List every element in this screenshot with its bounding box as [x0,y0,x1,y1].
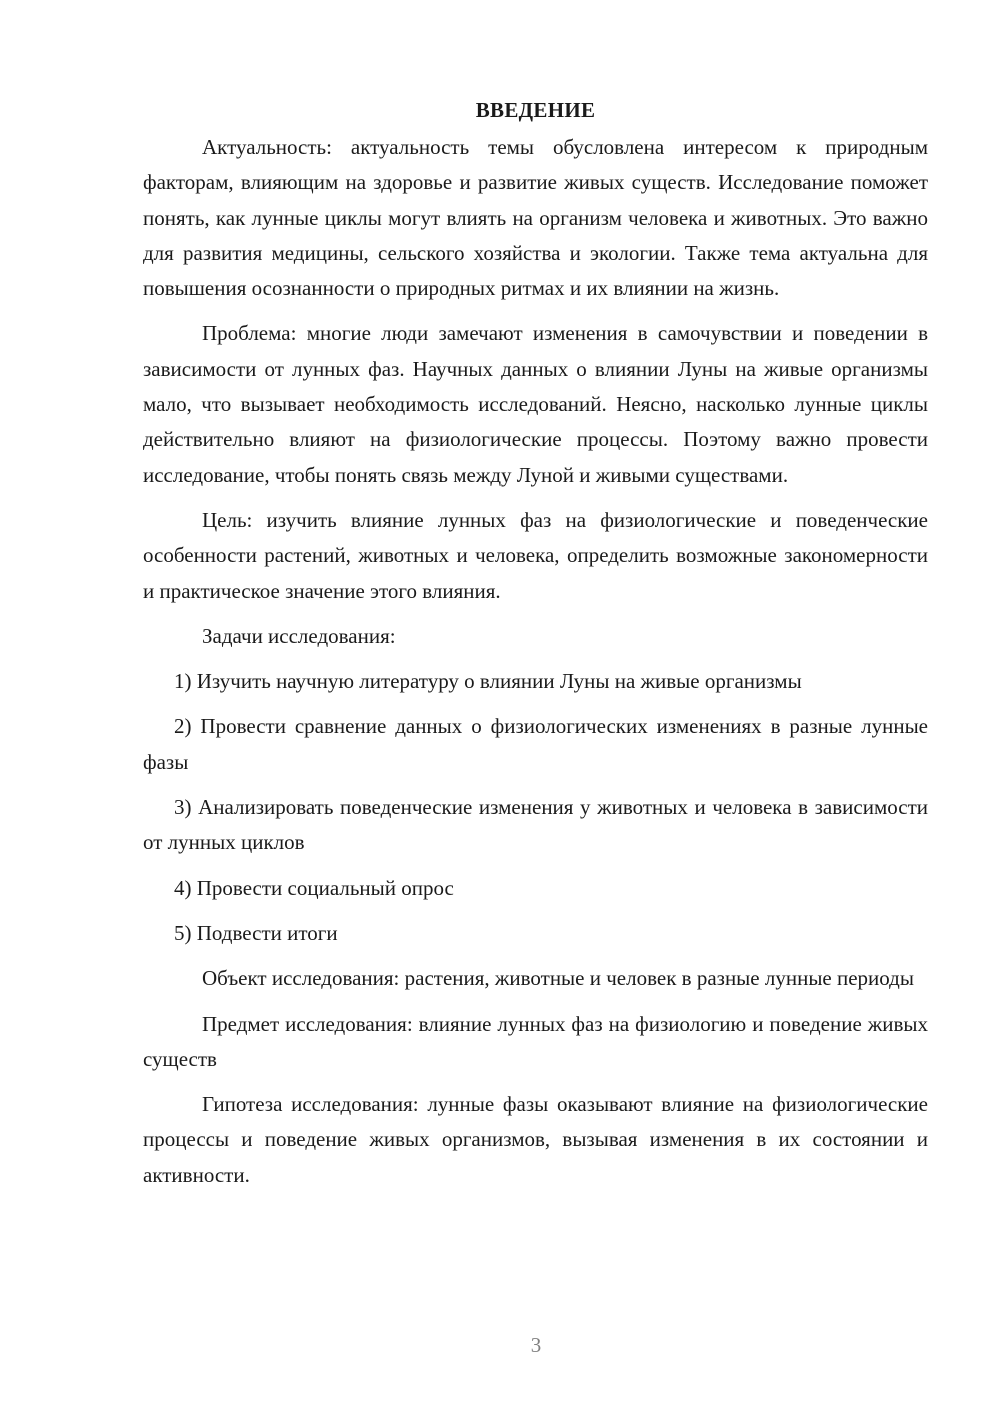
relevance-paragraph: Актуальность: актуальность темы обусловлена интересом к природным факторам, влияющим на здоровье и развитие живых существ. Исследование поможет понять, как лунные циклы могут влиять на организм человека и животных. Это важно для развития медицины, сельского хозяйства и экологии. Также тема актуальна для повышения осознанности о природных ритмах и их влиянии на жизнь. [143,135,928,301]
task-item-2: 2) Провести сравнение данных о физиологических изменениях в разные лунные фазы [143,714,928,774]
task-item-5: 5) Подвести итоги [174,920,338,945]
page-number: 3 [530,1333,542,1357]
tasks-heading: Задачи исследования: [202,623,396,648]
hypothesis-paragraph: Гипотеза исследования: лунные фазы оказывают влияние на физиологические процессы и поведение живых организмов, вызывая изменения в их состоянии и активности. [143,1092,928,1187]
task-item-3: 3) Анализировать поведенческие изменения у животных и человека в зависимости от лунных циклов [143,795,928,855]
section-heading: ВВЕДЕНИЕ [475,98,596,122]
goal-paragraph: Цель: изучить влияние лунных фаз на физиологические и поведенческие особенности растений, животных и человека, определить возможные закономерности и практическое значение этого влияния. [143,507,928,603]
task-item-4: 4) Провести социальный опрос [174,875,454,900]
problem-paragraph: Проблема: многие люди замечают изменения в самочувствии и поведении в зависимости от лунных фаз. Научных данных о влиянии Луны на живые организмы мало, что вызывает необходимость исследований. Неясно, насколько лунные циклы действительно влияют на физиологические процессы. Поэтому важно провести исследование, чтобы понять связь между Луной и живыми существами. [143,321,928,487]
task-item-1: 1) Изучить научную литературу о влиянии Луны на живые организмы [174,669,802,694]
object-paragraph: Объект исследования: растения, животные и человек в разные лунные периоды [202,966,914,991]
document-page [143,93,928,1193]
subject-paragraph: Предмет исследования: влияние лунных фаз на физиологию и поведение живых существ [143,1011,928,1071]
